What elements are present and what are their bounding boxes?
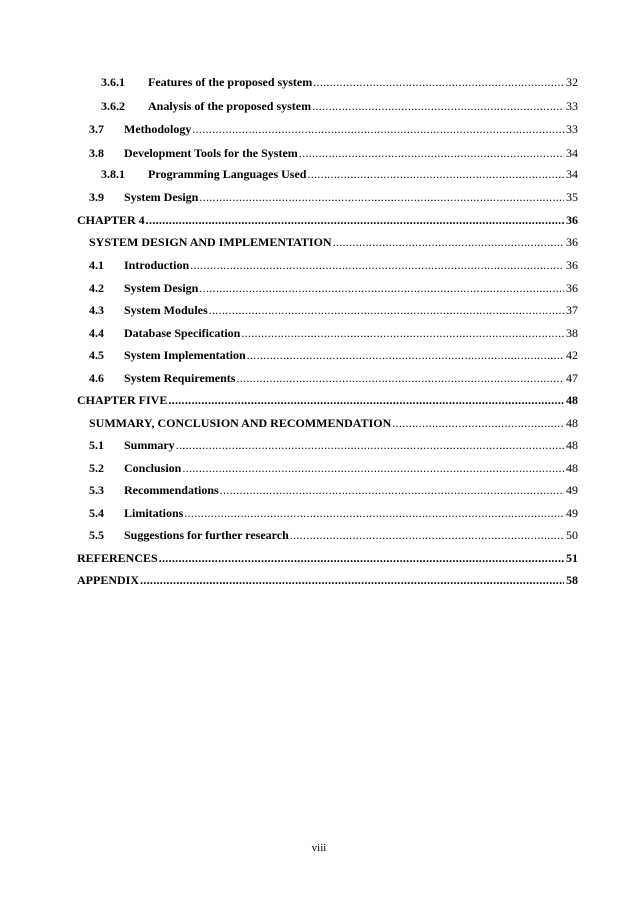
dot-leader (168, 392, 564, 408)
toc-entry (89, 415, 578, 431)
toc-entry-number: 3.6.2 (101, 99, 125, 113)
toc-entry (89, 460, 578, 476)
toc-entry-page: 48 (566, 393, 578, 407)
toc-entry-title: Conclusion (124, 461, 182, 475)
dot-leader (192, 121, 564, 137)
toc-entry-page: 34 (566, 146, 578, 160)
toc-entry-page: 48 (566, 416, 578, 430)
toc-entry-title: System Modules (124, 303, 208, 317)
toc-entry-page: 38 (566, 326, 578, 340)
page-number: viii (311, 842, 327, 854)
dot-leader (146, 212, 564, 228)
dot-leader (333, 234, 564, 250)
toc-entry-number: 5.2 (89, 461, 104, 475)
toc-entry-number: 4.4 (89, 326, 104, 340)
dot-leader (176, 437, 564, 453)
toc-entry-page: 33 (566, 122, 578, 136)
toc-entry-title: System Requirements (124, 371, 236, 385)
toc-entry-title: Methodology (124, 122, 192, 136)
dot-leader (313, 74, 564, 90)
dot-leader (199, 280, 564, 296)
toc-entry-page: 36 (566, 213, 578, 227)
dot-leader (241, 325, 564, 341)
toc-chapter-entry (77, 550, 578, 566)
toc-entry-number: 5.4 (89, 506, 104, 520)
dot-leader (199, 189, 564, 205)
dot-leader (220, 482, 564, 498)
toc-entry-title: APPENDIX (77, 573, 139, 587)
toc-entry-page: 48 (566, 461, 578, 475)
toc-entry-number: 4.6 (89, 371, 104, 385)
toc-chapter-entry (77, 392, 578, 408)
toc-entry-number: 5.5 (89, 528, 104, 542)
toc-entry (89, 527, 578, 543)
toc-entry-page: 34 (566, 167, 578, 181)
dot-leader (140, 572, 564, 588)
toc-entry-title: SYSTEM DESIGN AND IMPLEMENTATION (89, 235, 332, 249)
toc-entry-title: Summary (124, 438, 175, 452)
toc-entry-title: Programming Languages Used (148, 167, 307, 181)
toc-entry-page: 49 (566, 506, 578, 520)
toc-entry-number: 3.9 (89, 190, 104, 204)
toc-entry-page: 33 (566, 99, 578, 113)
dot-leader (247, 347, 564, 363)
toc-entry (89, 325, 578, 341)
dot-leader (209, 302, 564, 318)
toc-entry-page: 36 (566, 235, 578, 249)
toc-entry-page: 49 (566, 483, 578, 497)
dot-leader (392, 415, 564, 431)
toc-entry (89, 280, 578, 296)
dot-leader (182, 460, 564, 476)
toc-chapter-entry (77, 212, 578, 228)
dot-leader (307, 166, 564, 182)
dot-leader (190, 257, 564, 273)
toc-entry (89, 145, 578, 161)
toc-entry-title: Features of the proposed system (148, 75, 313, 89)
toc-entry-title: SUMMARY, CONCLUSION AND RECOMMENDATION (89, 416, 392, 430)
toc-entry-number: 4.5 (89, 348, 104, 362)
toc-entry (89, 257, 578, 273)
toc-entry (89, 370, 578, 386)
dot-leader (236, 370, 564, 386)
toc-entry-title: System Design (124, 190, 199, 204)
toc-entry-page: 36 (566, 281, 578, 295)
toc-entry-title: CHAPTER 4 (77, 213, 145, 227)
toc-entry-page: 50 (566, 528, 578, 542)
toc-entry-title: Development Tools for the System (124, 146, 298, 160)
dot-leader (290, 527, 564, 543)
toc-entry (89, 505, 578, 521)
toc-entry-title: CHAPTER FIVE (77, 393, 168, 407)
toc-entry-title: REFERENCES (77, 551, 158, 565)
toc-entry-number: 3.6.1 (101, 75, 125, 89)
toc-entry-number: 5.3 (89, 483, 104, 497)
toc-chapter-entry (77, 572, 578, 588)
toc-entry (89, 234, 578, 250)
toc-entry-number: 4.2 (89, 281, 104, 295)
toc-entry-page: 36 (566, 258, 578, 272)
dot-leader (299, 145, 564, 161)
toc-entry (89, 347, 578, 363)
toc-entry-title: System Design (124, 281, 199, 295)
toc-entry-number: 5.1 (89, 438, 104, 452)
toc-entry-title: Introduction (124, 258, 190, 272)
toc-entry (101, 74, 578, 90)
toc-entry-number: 4.3 (89, 303, 104, 317)
toc-entry-title: System Implementation (124, 348, 246, 362)
toc-entry-number: 3.8.1 (101, 167, 125, 181)
toc-entry-title: Database Specification (124, 326, 241, 340)
toc-entry-page: 35 (566, 190, 578, 204)
toc-entry-page: 32 (566, 75, 578, 89)
toc-entry (101, 98, 578, 114)
toc-entry-title: Limitations (124, 506, 184, 520)
dot-leader (184, 505, 564, 521)
toc-entry (101, 166, 578, 182)
dot-leader (312, 98, 564, 114)
toc-entry (89, 189, 578, 205)
toc-entry (89, 437, 578, 453)
toc-entry-page: 51 (566, 551, 578, 565)
dot-leader (159, 550, 564, 566)
toc-entry-page: 48 (566, 438, 578, 452)
toc-entry-title: Analysis of the proposed system (148, 99, 312, 113)
toc-entry-number: 3.8 (89, 146, 104, 160)
toc-entry-page: 37 (566, 303, 578, 317)
toc-entry-number: 4.1 (89, 258, 104, 272)
toc-entry-number: 3.7 (89, 122, 104, 136)
toc-entry (89, 121, 578, 137)
toc-entry (89, 482, 578, 498)
toc-entry-page: 42 (566, 348, 578, 362)
toc-entry-page: 58 (566, 573, 578, 587)
toc-entry (89, 302, 578, 318)
toc-entry-page: 47 (566, 371, 578, 385)
toc-entry-title: Recommendations (124, 483, 219, 497)
toc-entry-title: Suggestions for further research (124, 528, 289, 542)
